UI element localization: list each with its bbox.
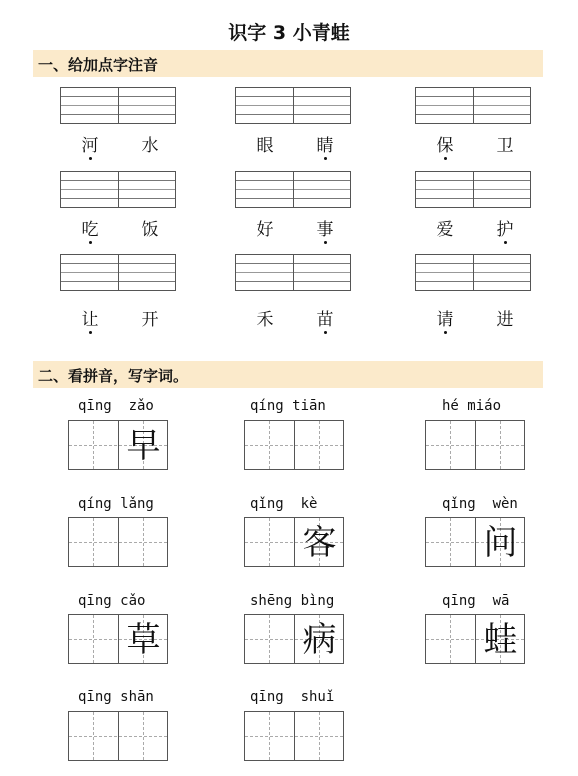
pinyin-prompt: qīng shān <box>78 689 154 705</box>
tianzige-grid[interactable] <box>244 420 344 470</box>
written-character: 问 <box>483 523 518 563</box>
pinyin-answer-box[interactable] <box>235 87 351 124</box>
emphasis-dot <box>89 157 92 160</box>
section-heading-2 <box>33 361 543 388</box>
word-character: 卫 <box>496 136 514 156</box>
tianzige-grid[interactable] <box>244 517 344 567</box>
tianzige-grid[interactable] <box>68 711 168 761</box>
word-character <box>310 220 340 240</box>
word-character: 眼 <box>256 136 274 156</box>
word-character: 水 <box>141 136 159 156</box>
blank-cell[interactable] <box>69 617 118 663</box>
pinyin-answer-box[interactable] <box>60 171 176 208</box>
tianzige-grid[interactable] <box>244 614 344 664</box>
written-character: 早 <box>126 426 161 466</box>
pinyin-prompt: hé miáo <box>442 398 502 414</box>
blank-cell[interactable] <box>426 617 475 663</box>
pinyin-answer-box[interactable] <box>235 254 351 291</box>
pinyin-prompt: qīng zǎo <box>78 398 154 414</box>
pinyin-answer-box[interactable] <box>415 87 531 124</box>
word-character: 禾 <box>256 310 274 330</box>
word-character: 进 <box>496 310 514 330</box>
pinyin-prompt: shēng bìng <box>250 593 335 609</box>
pinyin-answer-box[interactable] <box>235 171 351 208</box>
blank-cell[interactable] <box>245 423 294 469</box>
word-character <box>75 220 105 240</box>
pinyin-answer-box[interactable] <box>60 87 176 124</box>
dotted-character: 吃 <box>81 220 99 240</box>
emphasis-dot <box>324 241 327 244</box>
blank-cell[interactable] <box>69 714 118 760</box>
tianzige-grid[interactable] <box>68 420 168 470</box>
blank-cell[interactable] <box>69 423 118 469</box>
blank-cell[interactable] <box>426 520 475 566</box>
dotted-character: 让 <box>81 310 99 330</box>
emphasis-dot <box>444 331 447 334</box>
section-heading-1-text: 一、给加点字注音 <box>38 56 159 74</box>
dotted-character: 事 <box>316 220 334 240</box>
blank-cell[interactable] <box>245 714 294 760</box>
emphasis-dot <box>89 241 92 244</box>
word-character <box>430 310 460 330</box>
pinyin-answer-box[interactable] <box>60 254 176 291</box>
pinyin-answer-box[interactable] <box>415 171 531 208</box>
word-character: 好 <box>256 220 274 240</box>
emphasis-dot <box>504 241 507 244</box>
section-heading-2-text: 二、看拼音，写字词。 <box>38 367 189 385</box>
word-character: 饭 <box>141 220 159 240</box>
written-character: 病 <box>302 620 337 660</box>
written-character: 客 <box>302 523 337 563</box>
pinyin-prompt: qīng wā <box>442 593 510 609</box>
pinyin-prompt: qīng cǎo <box>78 593 146 609</box>
emphasis-dot <box>324 331 327 334</box>
blank-cell[interactable] <box>245 520 294 566</box>
pinyin-prompt: qíng lǎng <box>78 496 154 512</box>
pinyin-prompt: qǐng wèn <box>442 496 518 512</box>
pinyin-prompt: qíng tiān <box>250 398 326 414</box>
word-character <box>430 136 460 156</box>
blank-cell[interactable] <box>426 423 475 469</box>
tianzige-grid[interactable] <box>425 614 525 664</box>
dotted-character: 河 <box>81 136 99 156</box>
dotted-character: 护 <box>496 220 514 240</box>
word-character <box>490 220 520 240</box>
emphasis-dot <box>89 331 92 334</box>
word-character <box>310 310 340 330</box>
blank-cell[interactable] <box>69 520 118 566</box>
emphasis-dot <box>324 157 327 160</box>
tianzige-grid[interactable] <box>244 711 344 761</box>
written-character: 蛙 <box>483 620 518 660</box>
pinyin-prompt: qīng shuǐ <box>250 689 335 705</box>
blank-cell[interactable] <box>295 423 344 469</box>
tianzige-grid[interactable] <box>68 517 168 567</box>
word-character <box>75 310 105 330</box>
blank-cell[interactable] <box>476 423 525 469</box>
pinyin-answer-box[interactable] <box>415 254 531 291</box>
section-heading-1 <box>33 50 543 77</box>
dotted-character: 苗 <box>316 310 334 330</box>
dotted-character: 保 <box>436 136 454 156</box>
tianzige-grid[interactable] <box>425 420 525 470</box>
written-character: 草 <box>126 620 161 660</box>
tianzige-grid[interactable] <box>68 614 168 664</box>
pinyin-prompt: qǐng kè <box>250 496 318 512</box>
blank-cell[interactable] <box>119 520 168 566</box>
word-character <box>75 136 105 156</box>
word-character: 开 <box>141 310 159 330</box>
dotted-character: 请 <box>436 310 454 330</box>
tianzige-grid[interactable] <box>425 517 525 567</box>
emphasis-dot <box>444 157 447 160</box>
dotted-character: 睛 <box>316 136 334 156</box>
page-title: 识字 3 小青蛙 <box>228 22 350 44</box>
blank-cell[interactable] <box>295 714 344 760</box>
blank-cell[interactable] <box>245 617 294 663</box>
word-character <box>310 136 340 156</box>
word-character: 爱 <box>436 220 454 240</box>
blank-cell[interactable] <box>119 714 168 760</box>
